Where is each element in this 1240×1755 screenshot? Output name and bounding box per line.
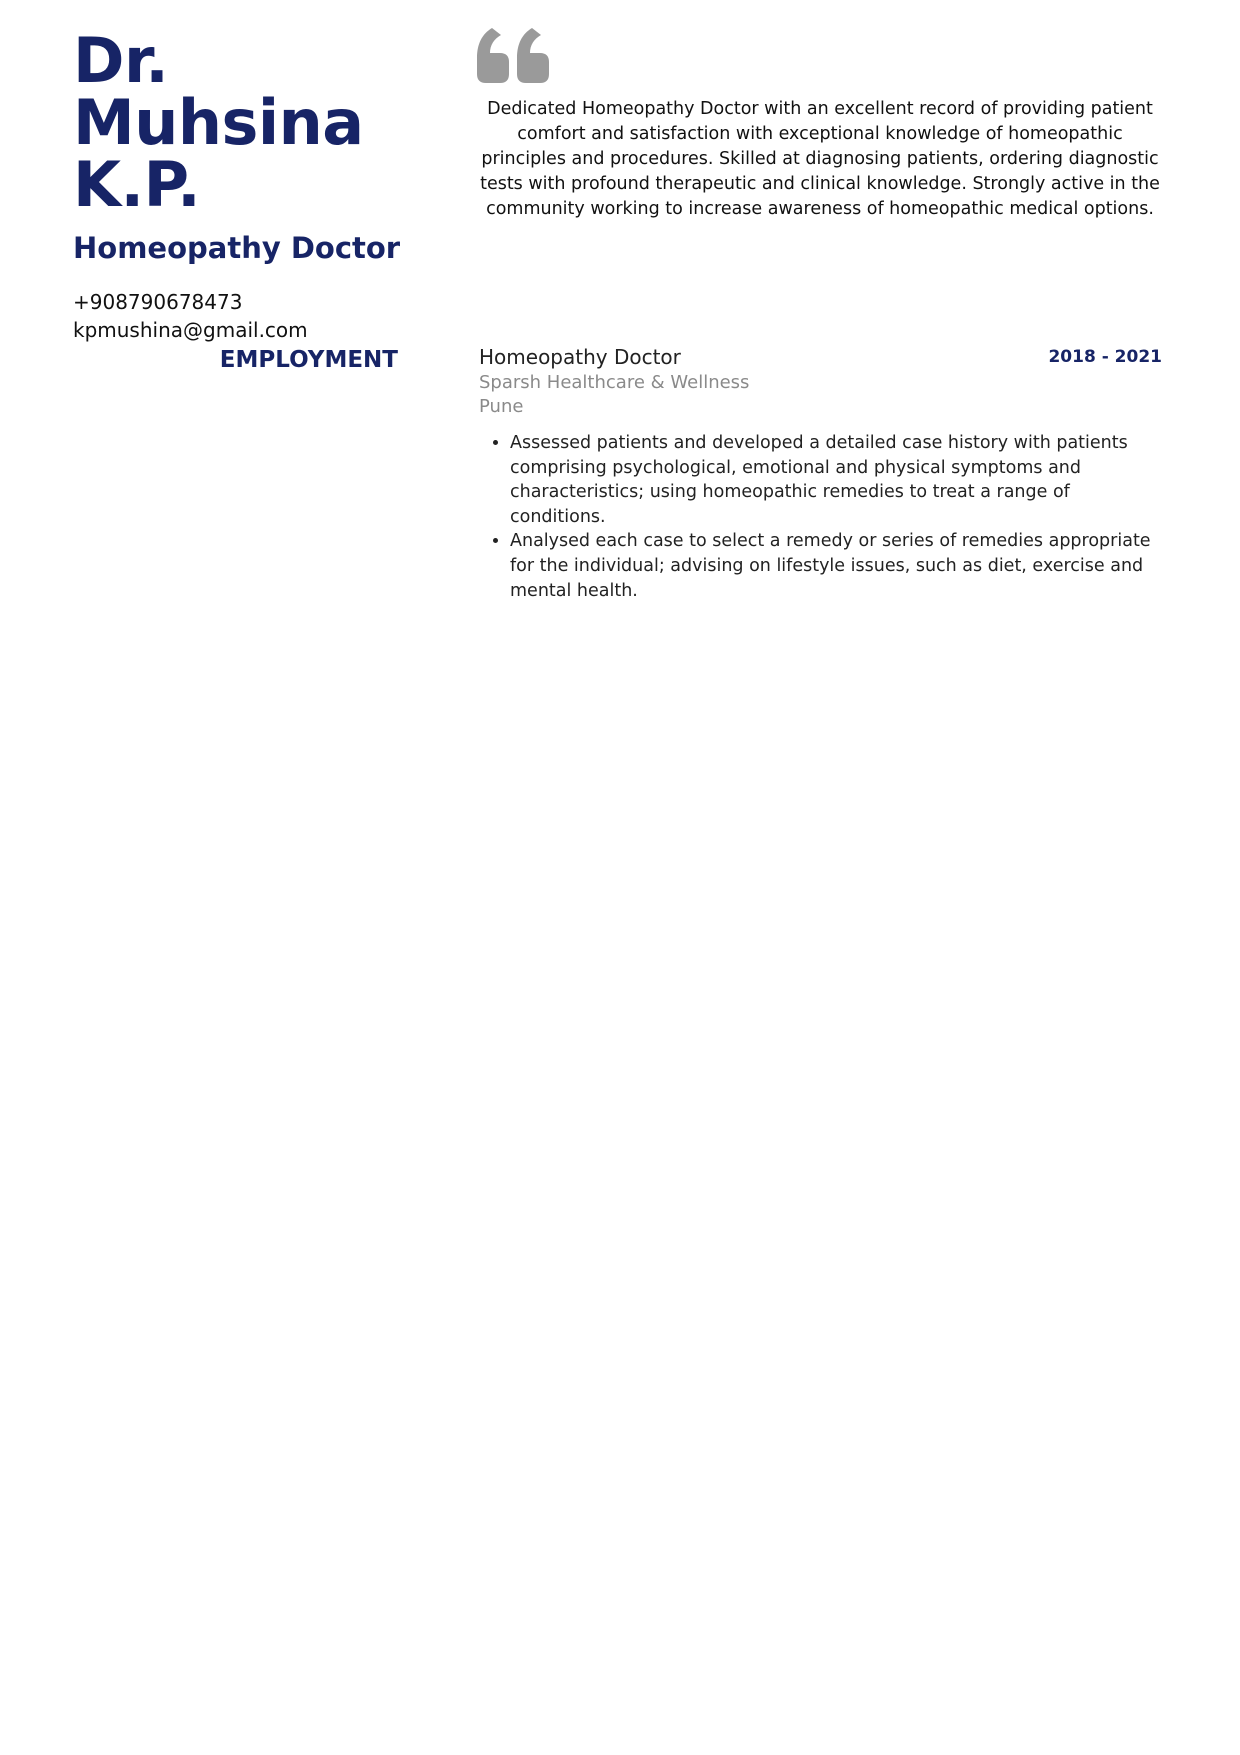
name-line-1: Dr. <box>73 24 169 97</box>
employment-entry-header <box>479 343 1162 371</box>
employment-entry <box>479 343 1162 603</box>
job-location: Pune <box>479 396 524 417</box>
job-company: Sparsh Healthcare & Wellness <box>479 372 750 393</box>
professional-summary: Dedicated Homeopathy Doctor with an excellent record of providing patient comfort and satisfaction with exceptional knowledge of homeopathic principles and procedures. Skilled at diagnosing patients, ordering diagnostic tests with profound therapeutic and clinical knowledge. Strongly active in the community working to increase awareness of homeopathic medical options. <box>480 99 1160 219</box>
name-line-2: Muhsina <box>73 86 364 159</box>
email-address: kpmushina@gmail.com <box>73 318 308 342</box>
responsibility-item: • Assessed patients and developed a detailed case history with patients comprising psychological, emotional and physical symptoms and characteristics; using homeopathic remedies to treat a range of conditions. <box>510 431 1162 529</box>
employment-heading: EMPLOYMENT <box>219 347 398 373</box>
quote-icon <box>476 28 550 84</box>
job-title: Homeopathy Doctor <box>73 231 401 265</box>
candidate-name <box>73 24 433 221</box>
job-responsibilities <box>479 431 1162 603</box>
job-role: Homeopathy Doctor <box>479 345 681 369</box>
contact-info <box>73 288 308 344</box>
phone-number: +908790678473 <box>73 290 243 314</box>
responsibility-item: • Analysed each case to select a remedy or series of remedies appropriate for the individual; advising on lifestyle issues, such as diet, exercise and mental health. <box>510 529 1162 603</box>
name-line-3: K.P. <box>73 148 201 221</box>
job-dates: 2018 - 2021 <box>1048 347 1162 367</box>
